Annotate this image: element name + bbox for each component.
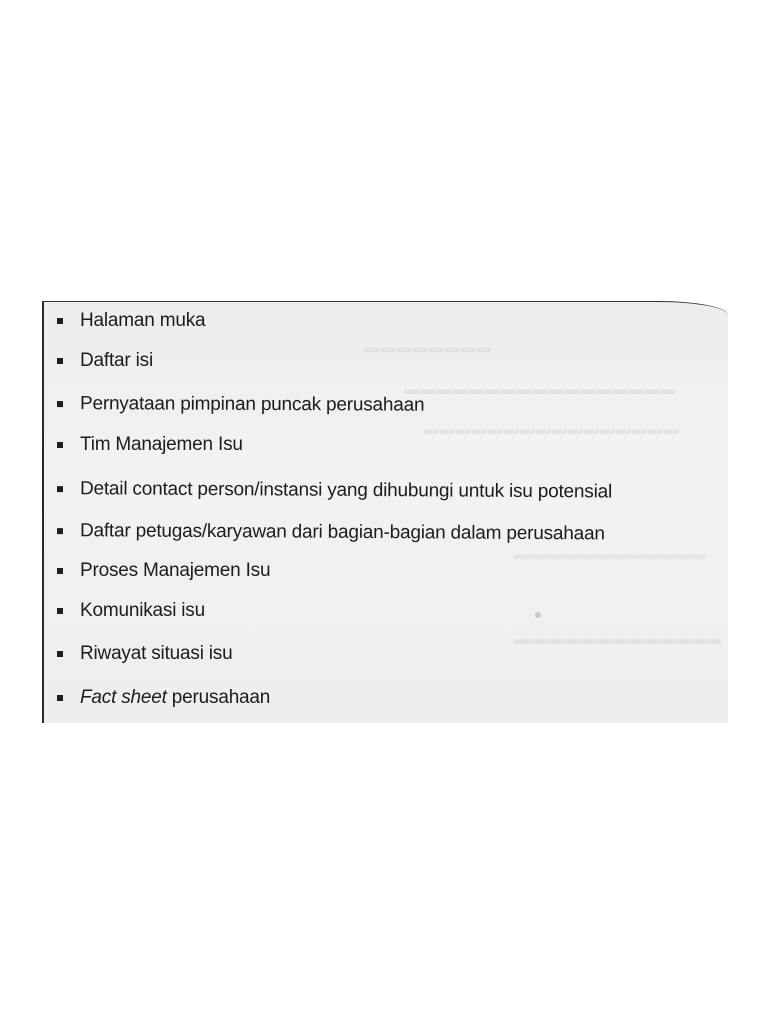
list-item-text: Halaman muka — [80, 310, 206, 331]
square-bullet-icon — [57, 442, 63, 448]
list-item-text — [80, 687, 270, 709]
list-item — [44, 434, 243, 456]
list-item — [44, 643, 232, 665]
list-item-italic-text: Fact sheet — [80, 687, 167, 708]
list-item-text: Tim Manajemen Isu — [80, 434, 243, 455]
square-bullet-icon — [57, 358, 63, 364]
bleed-through-text: ▬▬▬▬▬▬▬▬▬▬▬▬▬▬▬▬▬ — [404, 382, 676, 398]
list-item — [44, 478, 612, 503]
list-item-text: Komunikasi isu — [80, 600, 205, 621]
list-item-text: Detail contact person/instansi yang dihubungi untuk isu potensial — [79, 478, 613, 503]
list-item-text: Daftar petugas/karyawan dari bagian-bagian dalam perusahaan — [79, 520, 605, 545]
square-bullet-icon — [57, 528, 63, 534]
square-bullet-icon — [57, 318, 63, 324]
bleed-through-text: ▬▬▬▬▬▬▬▬ — [364, 340, 492, 356]
list-item-text: Proses Manajemen Isu — [80, 560, 271, 581]
list-item-text: Riwayat situasi isu — [80, 643, 233, 664]
bleed-through-text: ▬▬▬▬▬▬▬▬▬▬▬▬ — [514, 547, 706, 563]
square-bullet-icon — [57, 608, 63, 614]
list-item — [44, 393, 424, 417]
list-item-text: Pernyataan pimpinan puncak perusahaan — [79, 393, 425, 416]
square-bullet-icon — [57, 401, 63, 407]
list-item — [44, 560, 270, 582]
list-item-rest-text: perusahaan — [166, 687, 271, 708]
list-item — [44, 310, 205, 332]
square-bullet-icon — [57, 695, 63, 701]
square-bullet-icon — [57, 486, 63, 492]
list-item — [44, 520, 605, 545]
square-bullet-icon — [57, 651, 63, 657]
list-item — [44, 600, 205, 622]
list-item-text: Daftar isi — [80, 350, 153, 371]
list-box — [42, 301, 728, 723]
paper-speck — [535, 612, 541, 618]
square-bullet-icon — [57, 568, 63, 574]
bleed-through-text: ▬▬▬▬▬▬▬▬▬▬▬▬▬ — [514, 632, 722, 648]
list-item — [44, 687, 270, 709]
bleed-through-text: ▬▬▬▬▬▬▬▬▬▬▬▬▬▬▬▬ — [424, 422, 680, 438]
list-item — [44, 350, 153, 372]
